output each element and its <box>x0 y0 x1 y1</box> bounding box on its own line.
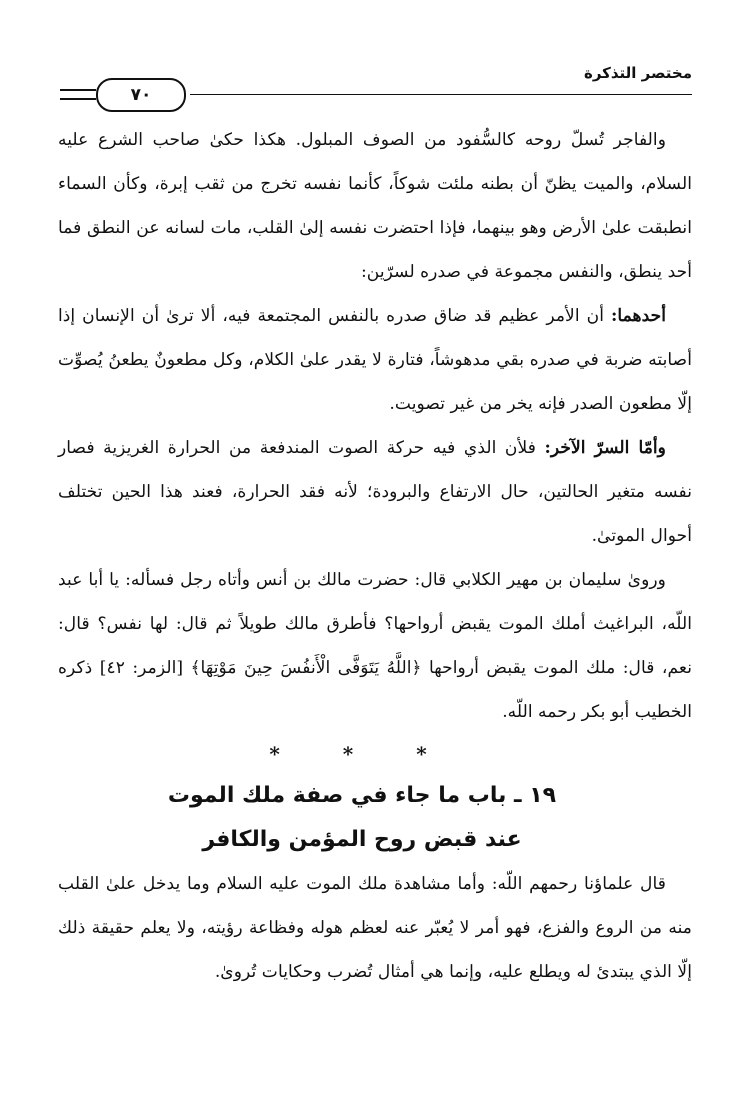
section-heading-line-1: ١٩ ـ باب ما جاء في صفة ملك الموت <box>167 783 557 808</box>
paragraph-2 <box>58 294 692 426</box>
book-title: مختصر التذكرة <box>583 64 692 82</box>
paragraph-text: والفاجر تُسلّ روحه كالسُّفود من الصوف المبلول. هكذا حكىٰ صاحب الشرع عليه السلام، والميت يظنّ أن بطنه ملئت شوكاً، كأنما نفسه تخرج من ثقب إبرة، وكأن السماء انطبقت علىٰ الأرض وهو بينهما، فإذا احتضرت نفسه إلىٰ القلب، مات لسانه عن النطق فما أحد ينطق، والنفس مجموعة في صدره لسرّين: <box>58 130 692 282</box>
section-heading-line-2: عند قبض روح المؤمن والكافر <box>202 827 522 852</box>
paragraph-1 <box>58 118 692 294</box>
paragraph-4 <box>58 558 692 734</box>
page-number: ٧٠ <box>96 78 186 112</box>
double-rule-decoration <box>60 89 96 100</box>
page-header <box>60 58 692 110</box>
paragraph-text: وروىٰ سليمان بن مهير الكلابي قال: حضرت مالك بن أنس وأتاه رجل فسأله: يا أبا عبد اللّه، البراغيث أملك الموت يقبض أرواحها؟ فأطرق مالك طويلاً ثم قال: لها نفس؟ قال: نعم، قال: ملك الموت يقبض أرواحها ﴿اللَّهُ يَتَوَفَّى الْأَنفُسَ حِينَ مَوْتِهَا﴾ [الزمر: ٤٢] ذكره الخطيب أبو بكر رحمه اللّه. <box>58 570 692 722</box>
paragraph-text: فلأن الذي فيه حركة الصوت المندفعة من الحرارة الغريزية فصار نفسه متغير الحالتين، حال الارتفاع والبرودة؛ لأنه فقد الحرارة، فعند هذا الحين تختلف أحوال الموتىٰ. <box>58 438 692 546</box>
paragraph-text: أن الأمر عظيم قد ضاق صدره بالنفس المجتمعة فيه، ألا ترىٰ أن الإنسان إذا أصابته ضربة في صدره بقي مدهوشاً، فتارة لا يقدر علىٰ الكلام، وكل مطعونٌ يطعنُ يُصوِّت إلّا مطعون الصدر فإنه يخر من غير تصويت. <box>58 306 692 414</box>
page-number-ornament <box>60 78 190 112</box>
paragraph-text: قال علماؤنا رحمهم اللّه: وأما مشاهدة ملك الموت عليه السلام وما يدخل علىٰ القلب منه من الروع والفزع، فهو أمر لا يُعبّر عنه لعظم هوله وفظاعة رؤيته، ولا يعلم حقيقة ذلك إلّا الذي يبتدئ له ويطلع عليه، وإنما هي أمثال تُضرب وحكايات تُروىٰ. <box>58 874 692 982</box>
section-separator: * * * <box>269 742 455 766</box>
page-body <box>58 118 692 994</box>
paragraph-3 <box>58 426 692 558</box>
closing-paragraph <box>58 862 692 994</box>
paragraph-lead: وأمّا السرّ الآخر: <box>544 438 666 458</box>
paragraph-lead: أحدهما: <box>610 306 666 326</box>
